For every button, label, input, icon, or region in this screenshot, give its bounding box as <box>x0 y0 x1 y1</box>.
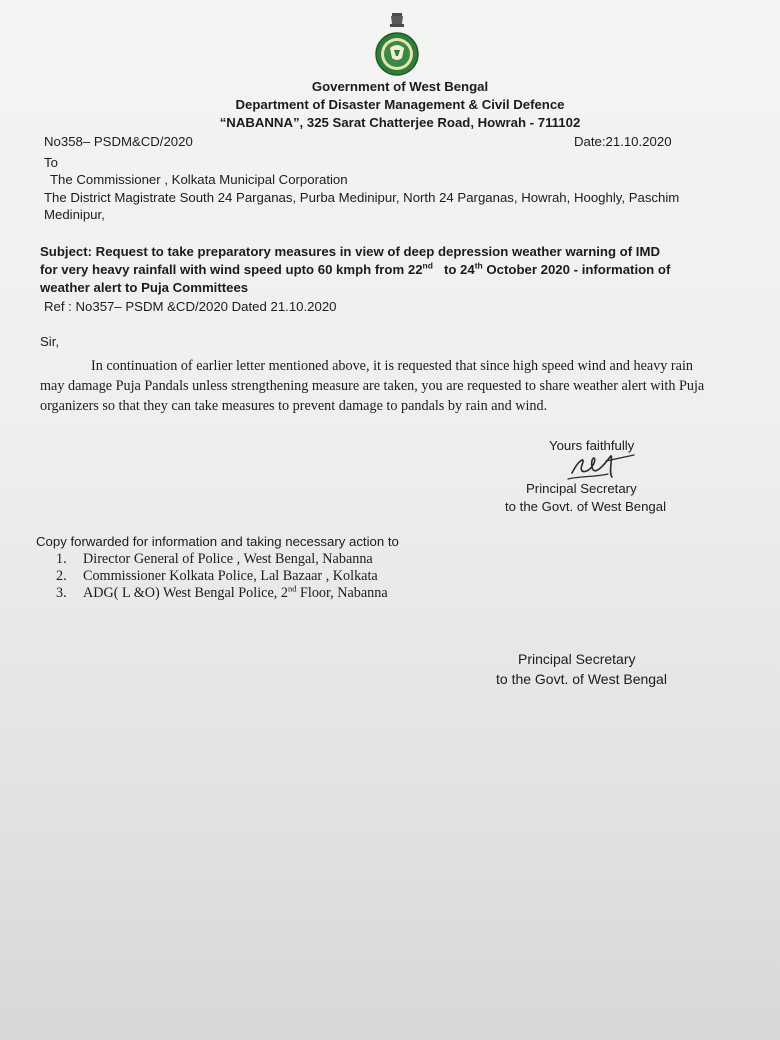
paragraph-line-1: In continuation of earlier letter mentioned above, it is requested that since high speed wind and heavy rain <box>91 358 693 374</box>
copy-item-3b: Floor, Nabanna <box>296 585 388 601</box>
addressee-line-2: The District Magistrate South 24 Parganas, Purba Medinipur, North 24 Parganas, Howrah, Hooghly, Paschim <box>44 190 680 205</box>
subject-sup-1: nd <box>422 260 433 271</box>
copy-item-3 <box>83 585 388 602</box>
subject-line-2c: October 2020 - information of <box>482 262 671 277</box>
signoff-org: to the Govt. of West Bengal <box>505 499 667 514</box>
paragraph-line-2: may damage Puja Pandals unless strengthening measure are taken, you are requested to share weather alert with Puja <box>40 378 705 394</box>
paragraph-line-3: organizers so that they can take measures to prevent damage to pandals by rain and wind. <box>40 398 548 414</box>
memo-number: No358– PSDM&CD/2020 <box>44 134 193 149</box>
letterhead-department: Department of Disaster Management & Civil Defence <box>235 97 565 112</box>
handwritten-signature <box>560 443 640 483</box>
copy-item-num-2: 2. <box>56 568 67 584</box>
addressee-line-1: The Commissioner , Kolkata Municipal Corporation <box>50 172 348 187</box>
letterhead-government: Government of West Bengal <box>311 79 489 94</box>
signoff-title: Principal Secretary <box>526 481 637 496</box>
copy-intro: Copy forwarded for information and taking necessary action to <box>36 534 399 549</box>
copy-item-2: Commissioner Kolkata Police, Lal Bazaar , Kolkata <box>83 568 378 584</box>
letterhead-address: “NABANNA”, 325 Sarat Chatterjee Road, Howrah - 711102 <box>219 115 581 130</box>
closing: Yours faithfully <box>549 438 635 453</box>
salutation: Sir, <box>40 334 60 349</box>
addressee-to: To <box>44 155 58 170</box>
copy-item-num-3: 3. <box>56 585 67 601</box>
copy-item-num-1: 1. <box>56 551 67 567</box>
subject-line-2a: for very heavy rainfall with wind speed upto 60 kmph from 22 <box>40 262 423 277</box>
footer-title: Principal Secretary <box>518 651 636 667</box>
subject-line-2 <box>40 262 670 277</box>
copy-item-1: Director General of Police , West Bengal, Nabanna <box>83 551 373 567</box>
copy-item-3-sup: nd <box>287 583 297 594</box>
subject-line-2b: to 24 <box>443 262 475 277</box>
reference: Ref : No357– PSDM &CD/2020 Dated 21.10.2020 <box>44 299 337 314</box>
copy-item-3a: ADG( L &O) West Bengal Police, 2 <box>83 585 288 601</box>
subject-line-1: Subject: Request to take preparatory measures in view of deep depression weather warning of IMD <box>40 244 660 259</box>
subject-line-3: weather alert to Puja Committees <box>40 280 249 295</box>
state-emblem-icon <box>371 10 423 78</box>
addressee-line-3: Medinipur, <box>44 207 105 222</box>
subject-sup-2: th <box>474 260 483 271</box>
memo-date: Date:21.10.2020 <box>574 134 672 149</box>
footer-org: to the Govt. of West Bengal <box>496 671 667 687</box>
